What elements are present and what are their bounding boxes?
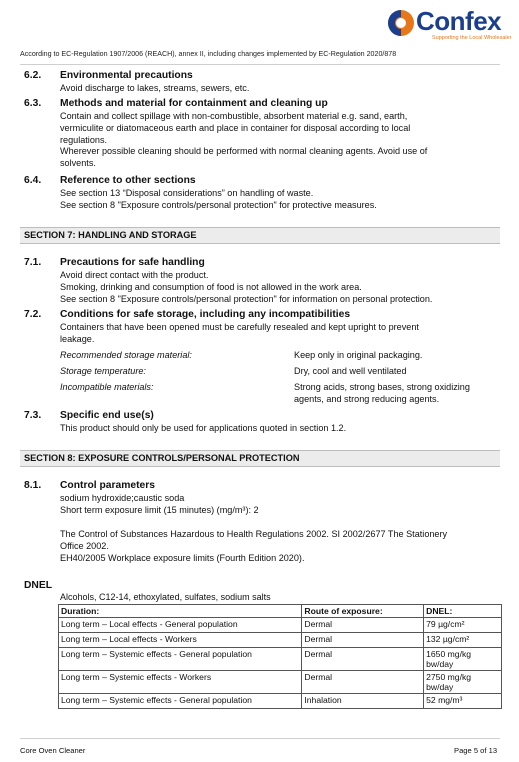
regulation-note: According to EC-Regulation 1907/2006 (REACH), annex II, including changes implemented by EC-Regulation 2020/878 [20, 50, 397, 58]
body-text: This product should only be used for applications quoted in section 1.2. [60, 423, 347, 433]
body-text: Avoid discharge to lakes, streams, sewers, etc. [60, 83, 250, 93]
body-text: See section 13 “Disposal considerations” on handling of waste. See section 8 "Exposure controls/personal protection" for protective measures. [60, 188, 377, 210]
section-number: 7.2. [24, 309, 42, 320]
table-cell: Inhalation [302, 694, 424, 709]
body-text: sodium hydroxide;caustic soda Short term exposure limit (15 minutes) (mg/m³): 2 [60, 493, 259, 515]
subsection-title: Conditions for safe storage, including any incompatibilities [60, 309, 351, 320]
table-header-row [59, 605, 502, 618]
section-number: 8.1. [24, 480, 42, 491]
table-cell: Long term – Systemic effects - Workers [59, 671, 302, 694]
footer-page-number: Page 5 of 13 [454, 746, 498, 755]
section-header: SECTION 8: EXPOSURE CONTROLS/PERSONAL PROTECTION [20, 450, 500, 467]
table-cell: 2750 mg/kg bw/day [424, 671, 502, 694]
subsection-title: Methods and material for containment and cleaning up [60, 98, 328, 109]
table-row [59, 671, 502, 694]
body-text: Contain and collect spillage with non-combustible, absorbent material e.g. sand, earth, vermiculite or diatomaceous earth and place in container for disposal according to local regulations. Wherever possible cleaning should be performed with normal cleaning agents. Avoid use of solvents. [60, 111, 428, 169]
table-row [59, 694, 502, 709]
section-number: 7.1. [24, 257, 42, 268]
logo-wordmark: Confex [416, 6, 502, 36]
table-cell: Long term – Local effects - Workers [59, 633, 302, 648]
confex-logo-mark-icon [386, 8, 416, 38]
table-cell: Long term – Systemic effects - General population [59, 694, 302, 709]
section-number: 7.3. [24, 410, 42, 421]
table-row [59, 633, 502, 648]
body-text: The Control of Substances Hazardous to Health Regulations 2002. SI 2002/2677 The Stationery Office 2002. EH40/2005 Workplace exposure limits (Fourth Edition 2020). [60, 529, 448, 563]
table-cell: Long term – Systemic effects - General population [59, 648, 302, 671]
body-text: Avoid direct contact with the product. Smoking, drinking and consumption of food is not allowed in the work area. See section 8 "Exposure controls/personal protection" for information on personal protection. [60, 270, 433, 304]
table-cell: Long term – Local effects - General population [59, 618, 302, 633]
confex-logo [386, 6, 512, 44]
table-cell: 132 µg/cm² [424, 633, 502, 648]
storage-label: Incompatible materials: [60, 382, 154, 392]
logo-tagline: Supporting the Local Wholesaler [432, 35, 512, 41]
subsection-title: Control parameters [60, 480, 155, 491]
header-divider [20, 64, 500, 65]
table-cell: 79 µg/cm² [424, 618, 502, 633]
table-cell: 52 mg/m³ [424, 694, 502, 709]
column-header: Route of exposure: [302, 605, 424, 618]
column-header: Duration: [59, 605, 302, 618]
body-text: Containers that have been opened must be carefully resealed and kept upright to prevent leakage. [60, 322, 419, 344]
subsection-title: Environmental precautions [60, 70, 193, 81]
table-cell: 1650 mg/kg bw/day [424, 648, 502, 671]
section-header: SECTION 7: HANDLING AND STORAGE [20, 227, 500, 244]
table-cell: Dermal [302, 671, 424, 694]
table-cell: Dermal [302, 633, 424, 648]
dnel-substance: Alcohols, C12-14, ethoxylated, sulfates, sodium salts [60, 592, 271, 602]
table-cell: Dermal [302, 618, 424, 633]
storage-value: Strong acids, strong bases, strong oxidizing agents, and strong reducing agents. [294, 382, 470, 404]
column-header: DNEL: [424, 605, 502, 618]
subsection-title: Specific end use(s) [60, 410, 154, 421]
storage-value: Dry, cool and well ventilated [294, 366, 407, 376]
footer-product: Core Oven Cleaner [20, 746, 86, 755]
dnel-heading: DNEL [24, 580, 53, 591]
section-number: 6.3. [24, 98, 42, 109]
footer-divider [20, 738, 500, 739]
dnel-table [58, 604, 502, 709]
section-number: 6.4. [24, 175, 42, 186]
table-row [59, 618, 502, 633]
subsection-title: Reference to other sections [60, 175, 196, 186]
storage-label: Recommended storage material: [60, 350, 192, 360]
subsection-title: Precautions for safe handling [60, 257, 205, 268]
table-cell: Dermal [302, 648, 424, 671]
table-row [59, 648, 502, 671]
section-number: 6.2. [24, 70, 42, 81]
storage-value: Keep only in original packaging. [294, 350, 423, 360]
storage-label: Storage temperature: [60, 366, 146, 376]
